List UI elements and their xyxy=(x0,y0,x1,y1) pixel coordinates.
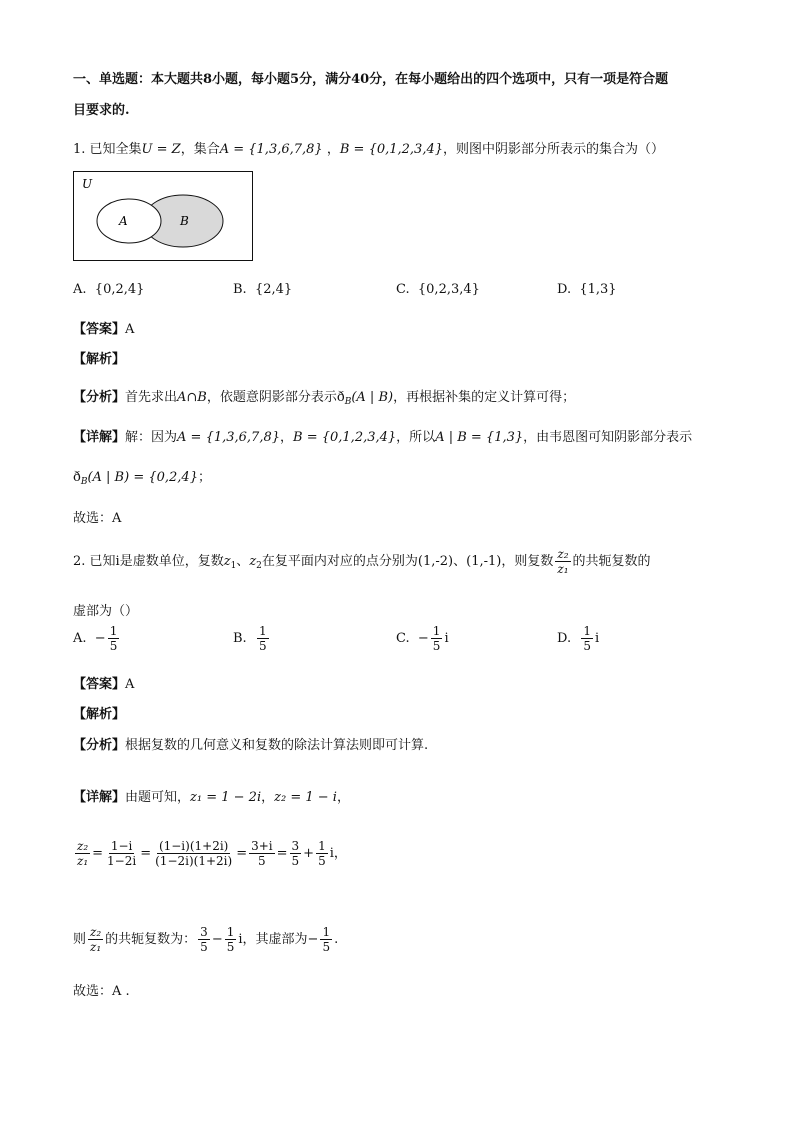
q2-detail-line1: 【详解】由题可知，z₁ = 1 − 2i，z₂ = 1 − i， xyxy=(73,790,350,805)
q2-analysis-tag: 【解析】 xyxy=(73,707,126,722)
q2-guxuan: 故选：A . xyxy=(73,984,130,999)
q1-detail-line1: 【详解】解：因为A = {1,3,6,7,8}，B = {0,1,2,3,4}，所以A | B = {1,3}，由韦恩图可知阴影部分表示 xyxy=(73,430,693,445)
q1-answer: 【答案】A xyxy=(73,322,135,337)
q2-option-b: B. $\frac{1}{5}$ xyxy=(233,624,267,653)
q1-fenxi: 【分析】首先求出A∩B，依题意阴影部分表示$ð_B(A$ | B)，再根据补集的定义计算可得； xyxy=(73,390,576,407)
universal-label: U xyxy=(82,177,93,191)
q1-comma: ， xyxy=(326,142,340,157)
set-b-label: B xyxy=(180,214,189,228)
set-a-ellipse xyxy=(97,199,161,243)
q1-option-c: C. {0,2,3,4} xyxy=(396,282,480,297)
q2-option-a: A. − $\frac{1}{5}$ xyxy=(73,624,118,653)
q1-option-b: B. {2,4} xyxy=(233,282,293,297)
q1-guxuan: 故选：A xyxy=(73,511,122,526)
q2-option-c: C. − $\frac{1}{5}$ i xyxy=(396,624,449,653)
q1-stem xyxy=(73,138,664,157)
q2-conjugate: 则 $\frac{\text{z₂}}{\text{z₁}}$ 的共轭复数为： $\frac{3}{5}$ − $\frac{1}{5}$ i，其虚部为− $\frac{1}{5}$ . xyxy=(73,925,339,954)
set-a-label: A xyxy=(119,214,128,228)
q2-stem-line1: 2. 已知i是虚数单位，复数$z_1$、$z_2$在复平面内对应的点分别为(1,-2)、(1,-1)，则复数 $\frac{\text{z₂}}{\text{z₁}}$ 的共轭复数的 xyxy=(73,547,651,576)
q2-option-d: D. $\frac{1}{5}$ i xyxy=(557,624,600,653)
q1-option-a: A. {0,2,4} xyxy=(73,282,145,297)
q1-set-a: A = {1,3,6,7,8} xyxy=(219,142,323,157)
venn-diagram xyxy=(73,171,253,261)
q1-tail: ，则图中阴影部分所表示的集合为（） xyxy=(443,142,665,157)
section-header-line1: 一、单选题：本大题共8小题，每小题5分，满分40分，在每小题给出的四个选项中，只有一项是符合题 xyxy=(73,72,669,87)
q1-prefix: 1. 已知全集 xyxy=(73,142,142,157)
q2-fenxi: 【分析】根据复数的几何意义和复数的除法计算法则即可计算. xyxy=(73,738,429,753)
q2-answer: 【答案】A xyxy=(73,677,135,692)
q2-equation: $\frac{\text{z₂}}{\text{z₁}}$ = $\frac{1-i}{1-2i}$ = $\frac{(1-i)(1+2i)}{(1-2i)(1+2i)}$ = $\frac{3+i}{5}$ = $\frac{3}{5}$ + $\frac{1}{5}$ i， xyxy=(77,839,347,868)
q1-mid: ，集合 xyxy=(180,142,220,157)
q1-set-b: B = {0,1,2,3,4} xyxy=(339,142,443,157)
section-header-line2: 目要求的. xyxy=(73,103,130,118)
q1-universal-set: U = Z xyxy=(141,142,181,157)
q1-detail-line2: $ð_B(A$ | B) = {0,2,4}； xyxy=(73,470,211,487)
q2-stem-line2: 虚部为（） xyxy=(73,604,139,619)
q1-analysis-tag: 【解析】 xyxy=(73,352,126,367)
q1-option-d: D. {1,3} xyxy=(557,282,617,297)
